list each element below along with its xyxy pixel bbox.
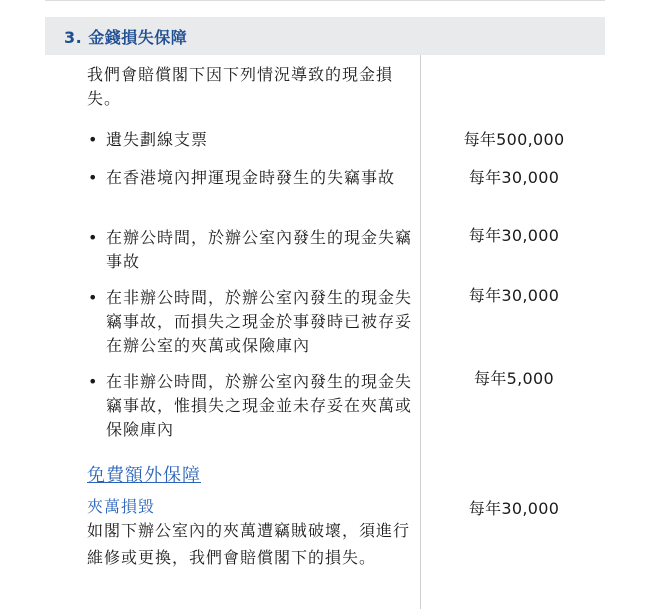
item-amount: 每年30,000 xyxy=(468,286,560,305)
item-text: 在非辦公時間，於辦公室內發生的現金失竊事故，惟損失之現金並未存妥在夾萬或保險庫內 xyxy=(106,372,413,439)
item-text: 在辦公時間，於辦公室內發生的現金失竊事故 xyxy=(106,228,413,271)
intro-text: 我們會賠償閣下因下列情況導致的現金損失。 xyxy=(87,65,394,108)
safe-damage-title: 夾萬損毀 xyxy=(87,497,156,516)
section-title: 3. 金錢損失保障 xyxy=(64,27,188,47)
bullet-icon: • xyxy=(88,372,99,391)
safe-damage-amount: 每年30,000 xyxy=(468,499,560,518)
item-amount: 每年30,000 xyxy=(468,168,560,187)
item-text: 在非辦公時間，於辦公室內發生的現金失竊事故，而損失之現金於事發時已被存妥在辦公室的夾萬或保險庫內 xyxy=(106,288,413,355)
item-text: 在香港境內押運現金時發生的失竊事故 xyxy=(106,168,396,187)
bullet-icon: • xyxy=(88,288,99,307)
section-header xyxy=(45,17,605,55)
item-amount: 每年5,000 xyxy=(474,369,554,388)
bullet-icon: • xyxy=(88,130,99,149)
item-amount: 每年500,000 xyxy=(463,130,565,149)
free-extra-cover-link[interactable]: 免費額外保障 xyxy=(87,465,201,486)
bullet-icon: • xyxy=(88,228,99,247)
column-divider xyxy=(420,55,421,609)
item-amount: 每年30,000 xyxy=(468,226,560,245)
bullet-icon: • xyxy=(88,168,99,187)
safe-damage-description: 如閣下辦公室內的夾萬遭竊賊破壞，須進行維修或更換，我們會賠償閣下的損失。 xyxy=(87,521,411,567)
top-rule xyxy=(45,0,605,1)
item-text: 遺失劃線支票 xyxy=(106,130,209,149)
